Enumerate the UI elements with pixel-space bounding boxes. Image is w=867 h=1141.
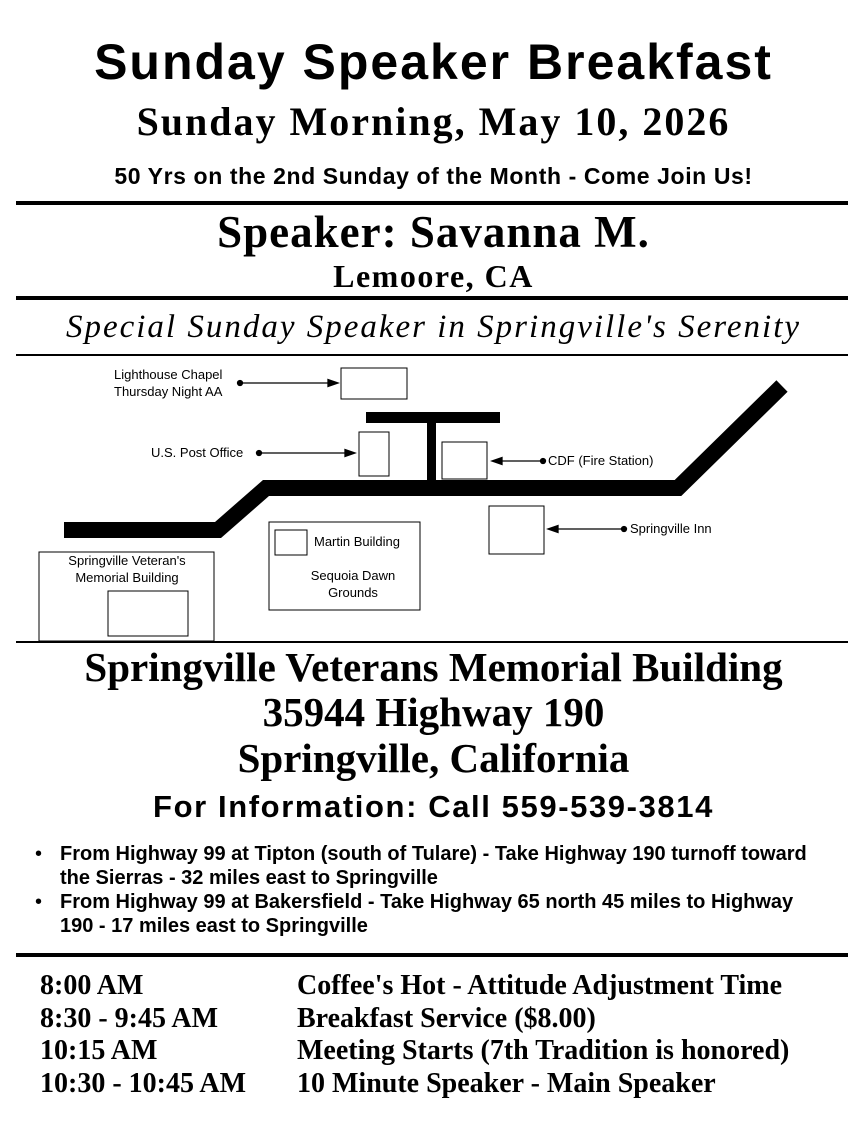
divider-schedule [16,953,848,957]
chapel-label-line1: Lighthouse Chapel [114,367,223,382]
direction-item [32,842,832,890]
schedule-row [40,1035,840,1068]
veterans-label-line2: Memorial Building [75,570,179,585]
venue-city: Springville, California [237,735,630,781]
martin-label: Martin Building [314,534,400,549]
schedule-row [40,1003,840,1036]
directions-map [16,358,848,642]
martin-building [275,530,307,555]
divider-speaker [16,296,848,300]
schedule-time: 8:00 AM [40,970,144,1001]
bullet-icon: • [35,843,43,865]
side-street-vertical [427,418,436,488]
venue-street: 35944 Highway 190 [262,689,605,735]
subtitle: Special Sunday Speaker in Springville's Serenity [65,309,802,345]
flyer-title: Sunday Speaker Breakfast [94,34,773,90]
chapel-building [341,368,407,399]
fire-station-label: CDF (Fire Station) [548,453,654,468]
driving-directions [32,842,832,938]
chapel-label-line2: Thursday Night AA [114,384,223,399]
schedule-row [40,970,840,1003]
divider-top [16,201,848,205]
venue-name: Springville Veterans Memorial Building [84,644,783,690]
inn-building [489,506,544,554]
schedule-desc: 10 Minute Speaker - Main Speaker [297,1067,716,1099]
post-office-label: U.S. Post Office [151,445,244,460]
veterans-building [108,591,188,636]
veterans-label-line1: Springville Veteran's [68,553,186,568]
inn-label: Springville Inn [630,521,712,536]
inn-arrow [548,526,627,533]
fire-station-arrow [492,458,546,465]
sequoia-label-line1: Sequoia Dawn [310,568,396,583]
schedule-desc: Meeting Starts (7th Tradition is honored) [297,1035,790,1066]
fire-station-building [442,442,487,479]
speaker-city: Lemoore, CA [333,258,534,294]
event-date: Sunday Morning, May 10, 2026 [136,99,731,144]
sequoia-label-line2: Grounds [328,585,378,600]
speaker-name: Speaker: Savanna M. [217,207,650,257]
schedule-desc: Coffee's Hot - Attitude Adjustment Time [297,970,783,1001]
tagline: 50 Yrs on the 2nd Sunday of the Month - Come Join Us! [114,163,753,189]
direction-text: From Highway 99 at Tipton (south of Tulare) - Take Highway 190 turnoff toward the Sierras - 32 miles east to Springville [60,843,807,889]
schedule-time: 10:30 - 10:45 AM [40,1067,247,1099]
direction-item [32,890,832,938]
schedule [40,970,840,1100]
post-office-building [359,432,389,476]
schedule-time: 10:15 AM [40,1035,158,1066]
schedule-time: 8:30 - 9:45 AM [40,1002,219,1034]
chapel-arrow [238,380,339,387]
info-phone-line: For Information: Call 559-539-3814 [153,789,714,824]
divider-map-top [16,354,848,356]
post-office-arrow [257,450,356,457]
direction-text: From Highway 99 at Bakersfield - Take Highway 65 north 45 miles to Highway 190 - 17 miles east to Springville [60,891,794,937]
bullet-icon: • [35,891,43,913]
schedule-desc: Breakfast Service ($8.00) [297,1002,596,1034]
schedule-row [40,1068,840,1101]
